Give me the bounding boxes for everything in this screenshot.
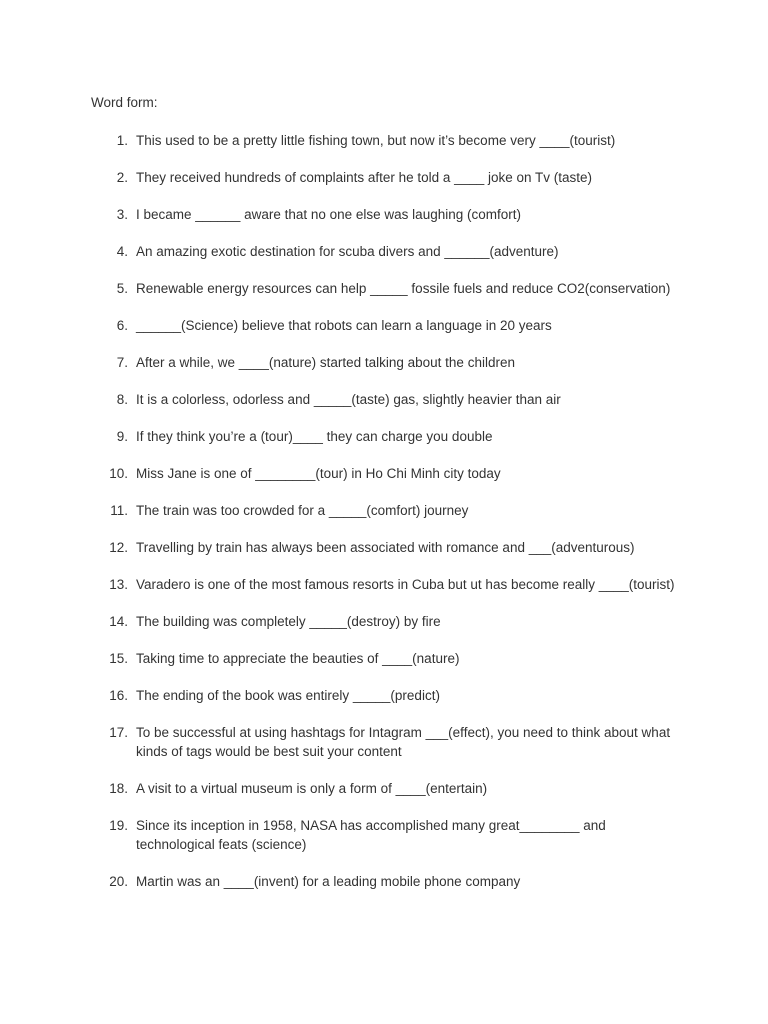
item-text: Miss Jane is one of ________(tour) in Ho Chi Minh city today bbox=[136, 466, 501, 481]
item-number: 2. bbox=[116, 170, 128, 185]
item-text: It is a colorless, odorless and _____(taste) gas, slightly heavier than air bbox=[136, 392, 561, 407]
item-text: Since its inception in 1958, NASA has accomplished many great________ and technological feats (science) bbox=[136, 818, 606, 852]
item-number: 19. bbox=[109, 818, 128, 833]
item-number: 6. bbox=[116, 318, 128, 333]
item-text: An amazing exotic destination for scuba divers and ______(adventure) bbox=[136, 244, 559, 259]
item-number: 7. bbox=[116, 355, 128, 370]
item-text: Martin was an ____(invent) for a leading mobile phone company bbox=[136, 874, 521, 889]
item-text: They received hundreds of complaints after he told a ____ joke on Tv (taste) bbox=[136, 170, 593, 185]
item-text: The train was too crowded for a _____(comfort) journey bbox=[136, 503, 469, 518]
item-number: 16. bbox=[109, 688, 128, 703]
item-text: Varadero is one of the most famous resorts in Cuba but ut has become really ____(tourist) bbox=[136, 577, 675, 592]
item-text: ______(Science) believe that robots can learn a language in 20 years bbox=[136, 318, 552, 333]
item-number: 11. bbox=[110, 503, 128, 518]
item-text: If they think you’re a (tour)____ they can charge you double bbox=[136, 429, 493, 444]
item-number: 20. bbox=[109, 874, 128, 889]
item-number: 1. bbox=[116, 133, 128, 148]
item-text: After a while, we ____(nature) started talking about the children bbox=[136, 355, 515, 370]
item-number: 18. bbox=[109, 781, 128, 796]
item-number: 13. bbox=[109, 577, 128, 592]
page-heading: Word form: bbox=[91, 95, 158, 110]
item-number: 5. bbox=[116, 281, 128, 296]
item-number: 15. bbox=[109, 651, 128, 666]
item-number: 17. bbox=[109, 725, 128, 740]
item-text: To be successful at using hashtags for Intagram ___(effect), you need to think about what kinds of tags would be best suit your content bbox=[136, 725, 671, 759]
item-text: The ending of the book was entirely _____(predict) bbox=[136, 688, 440, 703]
item-text: I became ______ aware that no one else was laughing (comfort) bbox=[136, 207, 521, 222]
item-text: A visit to a virtual museum is only a form of ____(entertain) bbox=[136, 781, 488, 796]
item-number: 8. bbox=[116, 392, 128, 407]
item-number: 3. bbox=[116, 207, 128, 222]
item-number: 10. bbox=[109, 466, 128, 481]
item-text: The building was completely _____(destroy) by fire bbox=[136, 614, 441, 629]
item-number: 9. bbox=[116, 429, 128, 444]
item-number: 4. bbox=[116, 244, 128, 259]
item-text: Renewable energy resources can help _____ fossile fuels and reduce CO2(conservation) bbox=[136, 281, 671, 296]
item-number: 14. bbox=[109, 614, 128, 629]
item-text: Travelling by train has always been associated with romance and ___(adventurous) bbox=[136, 540, 635, 555]
item-text: Taking time to appreciate the beauties of ____(nature) bbox=[136, 651, 460, 666]
item-text: This used to be a pretty little fishing town, but now it’s become very ____(tourist) bbox=[136, 133, 616, 148]
item-number: 12. bbox=[109, 540, 128, 555]
